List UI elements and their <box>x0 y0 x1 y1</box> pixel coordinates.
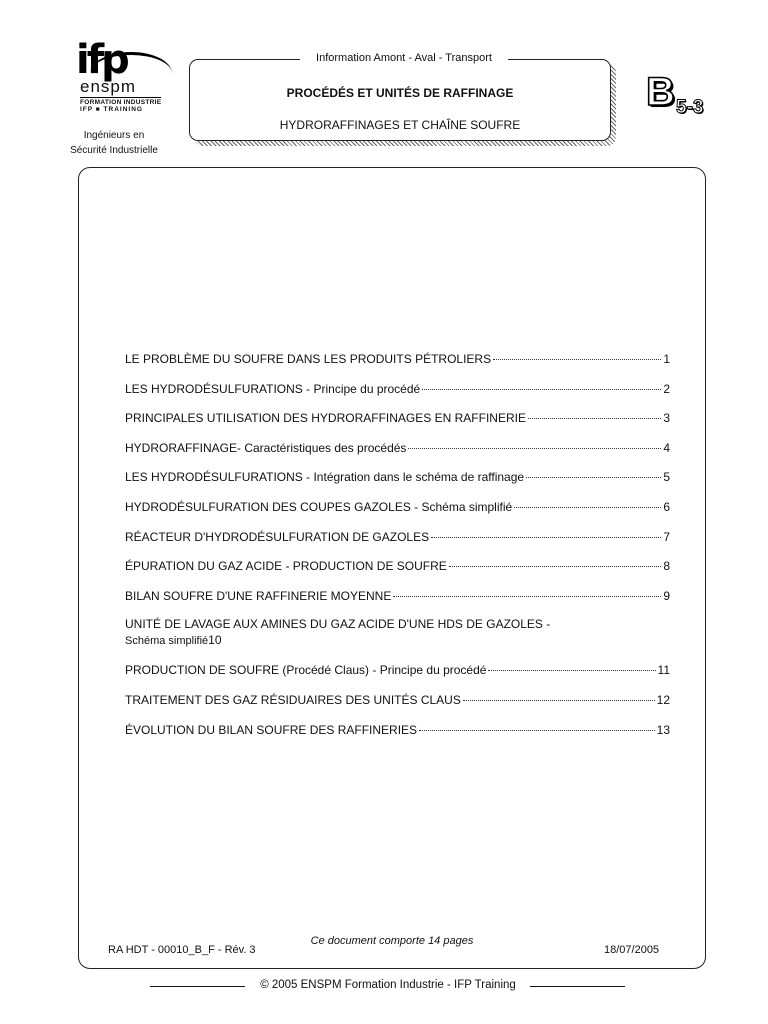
toc-entry[interactable] <box>125 468 670 498</box>
document-reference: RA HDT - 00010_B_F - Rév. 3 <box>108 944 256 956</box>
toc-entry-title: PRODUCTION DE SOUFRE (Procédé Claus) - Principe du procédé <box>125 663 487 678</box>
toc-leader-dots <box>514 507 661 508</box>
toc-entry-title: PRINCIPALES UTILISATION DES HYDRORAFFINAGES EN RAFFINERIE <box>125 411 526 426</box>
toc-entry-page: 13 <box>656 722 670 737</box>
copyright-rule-right <box>530 986 625 987</box>
toc-entry-title: RÉACTEUR D'HYDRODÉSULFURATION DE GAZOLES <box>125 529 430 544</box>
organization-line-1: Ingénieurs en <box>83 130 145 141</box>
toc-entry-title: HYDRODÉSULFURATION DES COUPES GAZOLES - Schéma simplifié <box>125 499 513 514</box>
document-date: 18/07/2005 <box>604 944 660 956</box>
toc-entry-title: ÉVOLUTION DU BILAN SOUFRE DES RAFFINERIES <box>125 722 418 737</box>
logo-subtitle-1: FORMATION INDUSTRIE <box>80 99 162 106</box>
toc-entry-page: 4 <box>663 440 670 455</box>
toc-entry[interactable] <box>125 439 670 469</box>
toc-leader-dots <box>463 700 655 701</box>
toc-entry[interactable] <box>125 721 670 751</box>
toc-entry[interactable] <box>125 587 670 617</box>
table-of-contents <box>125 350 670 750</box>
toc-entry-page: 2 <box>663 381 670 396</box>
toc-entry[interactable] <box>125 498 670 528</box>
toc-leader-dots <box>528 418 661 419</box>
copyright: © 2005 ENSPM Formation Industrie - IFP Training <box>260 979 516 991</box>
section-code-subscript: 5-3 <box>676 97 704 118</box>
toc-leader-dots <box>431 537 661 538</box>
toc-entry-title-continued: Schéma simplifié <box>125 635 209 648</box>
toc-entry[interactable] <box>125 557 670 587</box>
logo <box>62 37 180 132</box>
toc-leader-dots <box>449 566 662 567</box>
toc-entry-page: 8 <box>663 559 670 574</box>
toc-entry[interactable] <box>125 380 670 410</box>
organization-line-2: Sécurité Industrielle <box>70 145 158 156</box>
toc-entry-title: LES HYDRODÉSULFURATIONS - Intégration dans le schéma de raffinage <box>125 470 525 485</box>
section-code-letter: B <box>646 70 675 114</box>
toc-entry[interactable] <box>125 409 670 439</box>
toc-entry-title: TRAITEMENT DES GAZ RÉSIDUAIRES DES UNITÉS CLAUS <box>125 692 461 707</box>
toc-entry-title: UNITÉ DE LAVAGE AUX AMINES DU GAZ ACIDE D'UNE HDS DE GAZOLES - <box>125 617 551 632</box>
toc-entry-page: 12 <box>656 692 670 707</box>
toc-entry-title: LES HYDRODÉSULFURATIONS - Principe du procédé <box>125 381 421 396</box>
toc-entry-title: ÉPURATION DU GAZ ACIDE - PRODUCTION DE SOUFRE <box>125 559 447 574</box>
toc-entry[interactable] <box>125 616 670 649</box>
toc-entry-title: BILAN SOUFRE D'UNE RAFFINERIE MOYENNE <box>125 588 392 603</box>
toc-leader-dots <box>488 670 655 671</box>
toc-entry[interactable] <box>125 528 670 558</box>
toc-leader-dots <box>493 359 661 360</box>
toc-entry-title: LE PROBLÈME DU SOUFRE DANS LES PRODUITS PÉTROLIERS <box>125 352 492 366</box>
toc-leader-dots <box>526 477 661 478</box>
toc-entry-page: 7 <box>663 529 670 544</box>
header-category: Information Amont - Aval - Transport <box>300 52 508 64</box>
header-subtitle: HYDRORAFFINAGES ET CHAÎNE SOUFRE <box>279 118 521 132</box>
toc-entry-page: 5 <box>663 470 670 485</box>
header-title: PROCÉDÉS ET UNITÉS DE RAFFINAGE <box>286 86 514 100</box>
toc-entry-page: 6 <box>663 499 670 514</box>
toc-entry-page: 11 <box>657 663 670 678</box>
toc-leader-dots <box>408 448 661 449</box>
toc-leader-dots <box>393 596 661 597</box>
toc-entry[interactable] <box>125 691 670 721</box>
page-count-note: Ce document comporte 14 pages <box>310 935 474 947</box>
toc-entry-page: 10 <box>208 633 222 648</box>
toc-entry-title: HYDRORAFFINAGE- Caractéristiques des procédés <box>125 440 407 455</box>
section-code <box>646 72 726 132</box>
toc-leader-dots <box>422 389 661 390</box>
toc-entry-page: 1 <box>663 352 670 366</box>
logo-name: enspm <box>80 77 137 96</box>
toc-entry-page: 9 <box>663 588 670 603</box>
logo-brand: ifp <box>76 37 127 83</box>
toc-entry[interactable] <box>125 350 670 380</box>
logo-subtitle-2: IFP ■ TRAINING <box>80 106 143 113</box>
toc-entry-page: 3 <box>663 411 670 426</box>
toc-leader-dots <box>419 730 655 731</box>
toc-entry[interactable] <box>125 661 670 691</box>
copyright-rule-left <box>150 986 245 987</box>
